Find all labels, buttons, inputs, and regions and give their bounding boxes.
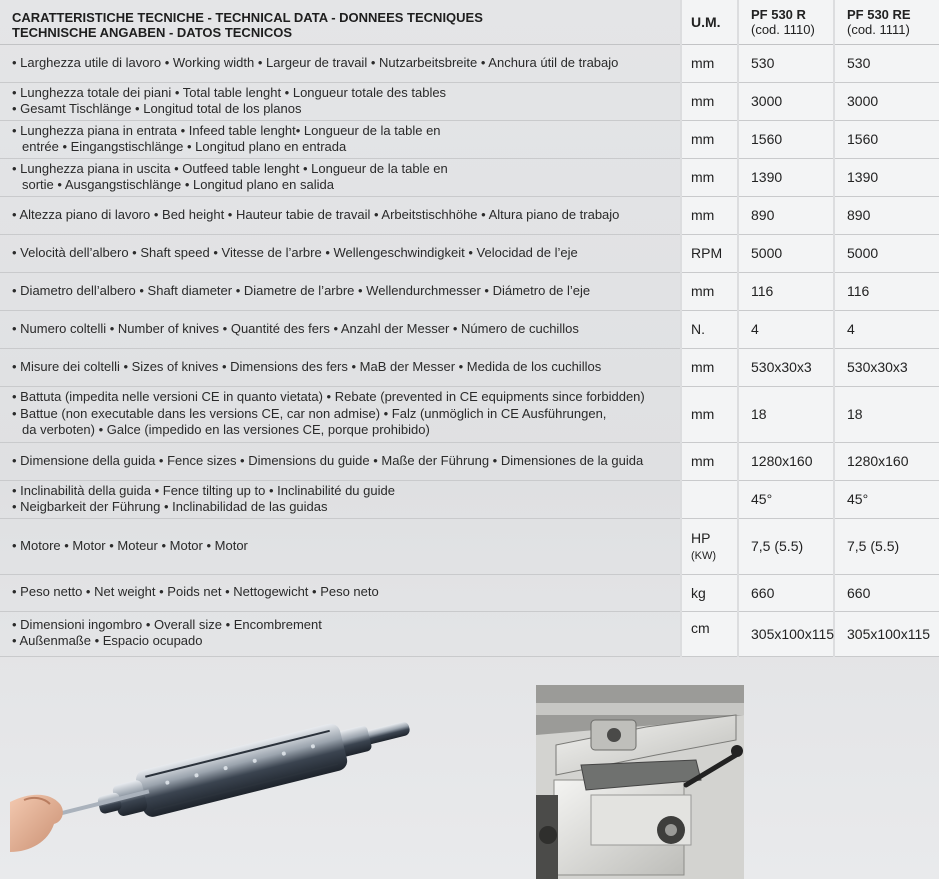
row-unit: mm bbox=[681, 158, 738, 196]
model-a-value: 530x30x3 bbox=[738, 348, 834, 386]
table-row bbox=[0, 386, 939, 442]
row-description bbox=[0, 234, 681, 272]
model-b-value: 1560 bbox=[834, 120, 939, 158]
model-b-value: 530x30x3 bbox=[834, 348, 939, 386]
description-line: • Peso netto • Net weight • Poids net • Nettogewicht • Peso neto bbox=[12, 584, 379, 600]
row-description bbox=[0, 518, 681, 574]
model-b-value: 660 bbox=[834, 574, 939, 611]
description-line: • Diametro dell’albero • Shaft diameter • Diametre de l’arbre • Wellendurchmesser • Diámetro de l’eje bbox=[12, 282, 591, 298]
model-a-value: 305x100x115 bbox=[738, 611, 834, 656]
row-unit: mm bbox=[681, 196, 738, 234]
model-a-name: PF 530 R bbox=[751, 6, 806, 22]
row-description bbox=[0, 158, 681, 196]
model-a-value: 1280x160 bbox=[738, 442, 834, 480]
row-description bbox=[0, 611, 681, 656]
model-a-value: 1560 bbox=[738, 120, 834, 158]
model-a-value: 5000 bbox=[738, 234, 834, 272]
model-b-value: 5000 bbox=[834, 234, 939, 272]
table-row bbox=[0, 348, 939, 386]
description-line: sortie • Ausgangstischlänge • Longitud plano en salida bbox=[22, 177, 334, 192]
model-a-value: 3000 bbox=[738, 82, 834, 120]
row-description bbox=[0, 348, 681, 386]
row-description bbox=[0, 82, 681, 120]
title-line-1: CARATTERISTICHE TECNICHE - TECHNICAL DATA - DONNEES TECNIQUES bbox=[12, 10, 483, 25]
table-row bbox=[0, 480, 939, 518]
unit-hp: HP bbox=[691, 530, 711, 546]
description-line: • Misure dei coltelli • Sizes of knives • Dimensions des fers • MaB der Messer • Medida de los cuchillos bbox=[12, 358, 602, 374]
row-unit: mm bbox=[681, 442, 738, 480]
description-line: • Lunghezza piana in uscita • Outfeed table lenght • Longueur de la table en bbox=[12, 160, 448, 176]
description-line: • Dimensioni ingombro • Overall size • Encombrement bbox=[12, 616, 322, 632]
row-unit: N. bbox=[681, 310, 738, 348]
row-unit: mm bbox=[681, 386, 738, 442]
row-description bbox=[0, 442, 681, 480]
table-row bbox=[0, 518, 939, 574]
description-line: • Dimensione della guida • Fence sizes • Dimensions du guide • Maße der Führung • Dimensiones de la guida bbox=[12, 452, 644, 468]
table-row bbox=[0, 574, 939, 611]
model-a-value: 890 bbox=[738, 196, 834, 234]
model-b-value: 3000 bbox=[834, 82, 939, 120]
model-b-value: 18 bbox=[834, 386, 939, 442]
row-unit: cm bbox=[681, 611, 738, 656]
description-line: • Altezza piano di lavoro • Bed height • Hauteur tabie de travail • Arbeitstischhöhe • Altura piano de trabajo bbox=[12, 206, 620, 222]
table-row bbox=[0, 158, 939, 196]
row-description bbox=[0, 272, 681, 310]
model-a-header bbox=[738, 0, 834, 44]
description-line: • Battuta (impedita nelle versioni CE in quanto vietata) • Rebate (prevented in CE equipments since forbidden) bbox=[12, 389, 645, 405]
row-unit: mm bbox=[681, 120, 738, 158]
table-row bbox=[0, 82, 939, 120]
model-a-value: 116 bbox=[738, 272, 834, 310]
hand bbox=[10, 795, 63, 852]
table-row bbox=[0, 442, 939, 480]
model-b-name: PF 530 RE bbox=[847, 6, 911, 22]
row-description bbox=[0, 44, 681, 82]
shaft-body bbox=[47, 712, 416, 841]
table-row bbox=[0, 196, 939, 234]
row-unit bbox=[681, 480, 738, 518]
model-b-value: 530 bbox=[834, 44, 939, 82]
description-line: • Lunghezza totale dei piani • Total table lenght • Longueur totale des tables bbox=[12, 84, 447, 100]
description-line: entrée • Eingangstischlänge • Longitud plano en entrada bbox=[22, 139, 347, 154]
unit-kw: (KW) bbox=[691, 550, 717, 562]
row-unit: mm bbox=[681, 348, 738, 386]
model-b-value: 4 bbox=[834, 310, 939, 348]
unit-header: U.M. bbox=[681, 0, 738, 44]
model-a-value: 18 bbox=[738, 386, 834, 442]
description-line: • Inclinabilità della guida • Fence tilting up to • Inclinabilité du guide bbox=[12, 482, 395, 498]
model-b-value: 1280x160 bbox=[834, 442, 939, 480]
description-line: • Lunghezza piana in entrata • Infeed table lenght• Longueur de la table en bbox=[12, 122, 441, 138]
model-b-code: (cod. 1111) bbox=[847, 21, 910, 37]
description-line: da verboten) • Galce (impedido en las versiones CE, porque prohibido) bbox=[22, 422, 430, 438]
row-description bbox=[0, 196, 681, 234]
description-line: • Motore • Motor • Moteur • Motor • Motor bbox=[12, 537, 248, 553]
model-a-value: 660 bbox=[738, 574, 834, 611]
row-unit: mm bbox=[681, 44, 738, 82]
table-row bbox=[0, 120, 939, 158]
model-b-value: 116 bbox=[834, 272, 939, 310]
model-b-value: 305x100x115 bbox=[834, 611, 939, 656]
model-b-value: 45° bbox=[834, 480, 939, 518]
model-a-code: (cod. 1110) bbox=[751, 21, 815, 37]
model-a-value: 45° bbox=[738, 480, 834, 518]
table-title bbox=[0, 0, 681, 44]
row-description bbox=[0, 574, 681, 611]
table-row bbox=[0, 310, 939, 348]
model-a-value: 530 bbox=[738, 44, 834, 82]
description-line: • Larghezza utile di lavoro • Working width • Largeur de travail • Nutzarbeitsbreite • Anchura útil de trabajo bbox=[12, 54, 619, 70]
row-description bbox=[0, 120, 681, 158]
title-line-2: TECHNISCHE ANGABEN - DATOS TECNICOS bbox=[12, 25, 292, 40]
description-line: • Außenmaße • Espacio ocupado bbox=[12, 633, 203, 648]
description-line: • Battue (non executable dans les versions CE, car non admise) • Falz (unmöglich in CE Ausführungen, bbox=[12, 405, 607, 421]
row-description bbox=[0, 310, 681, 348]
model-a-value: 7,5 (5.5) bbox=[738, 518, 834, 574]
model-b-value: 1390 bbox=[834, 158, 939, 196]
table-row bbox=[0, 234, 939, 272]
table-row bbox=[0, 611, 939, 656]
header-row bbox=[0, 0, 939, 44]
model-a-value: 1390 bbox=[738, 158, 834, 196]
row-description bbox=[0, 480, 681, 518]
description-line: • Numero coltelli • Number of knives • Quantité des fers • Anzahl der Messer • Número de cuchillos bbox=[12, 320, 579, 336]
description-line: • Velocità dell’albero • Shaft speed • Vitesse de l’arbre • Wellengeschwindigkeit • Velocidad de l’eje bbox=[12, 244, 578, 260]
jointer-machine-photo bbox=[536, 685, 744, 879]
row-unit: mm bbox=[681, 82, 738, 120]
row-unit bbox=[681, 518, 738, 574]
model-b-header bbox=[834, 0, 939, 44]
row-unit: kg bbox=[681, 574, 738, 611]
row-unit: mm bbox=[681, 272, 738, 310]
model-b-value: 890 bbox=[834, 196, 939, 234]
table-row bbox=[0, 272, 939, 310]
model-a-value: 4 bbox=[738, 310, 834, 348]
row-unit: RPM bbox=[681, 234, 738, 272]
description-line: • Gesamt Tischlänge • Longitud total de los planos bbox=[12, 101, 302, 116]
model-b-value: 7,5 (5.5) bbox=[834, 518, 939, 574]
table-row bbox=[0, 44, 939, 82]
description-line: • Neigbarkeit der Führung • Inclinabilidad de las guidas bbox=[12, 499, 328, 514]
row-description bbox=[0, 386, 681, 442]
cutter-shaft-photo bbox=[10, 712, 430, 857]
